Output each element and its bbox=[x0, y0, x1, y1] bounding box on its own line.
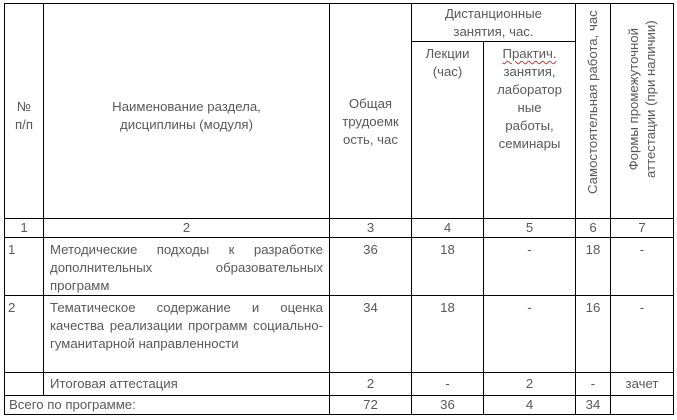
row-num bbox=[5, 373, 44, 396]
row-self: 18 bbox=[576, 238, 611, 296]
header-distance: Дистанционные занятия, час. bbox=[412, 4, 576, 42]
row-forms: - bbox=[611, 296, 674, 373]
header-total: Общая трудоемк ость, час bbox=[330, 4, 412, 219]
row-lectures: 18 bbox=[412, 238, 484, 296]
col-number-4: 4 bbox=[412, 219, 484, 238]
row-forms: - bbox=[611, 238, 674, 296]
row-lectures: - bbox=[412, 373, 484, 396]
row-total: 34 bbox=[330, 296, 412, 373]
table-row bbox=[5, 238, 674, 296]
header-forms bbox=[611, 4, 674, 219]
header-self-work bbox=[576, 4, 611, 219]
col-number-2: 2 bbox=[44, 219, 330, 238]
total-row bbox=[5, 396, 674, 415]
header-num: № п/п bbox=[5, 4, 44, 219]
total-hours: 72 bbox=[330, 396, 412, 415]
header-forms-line2: аттестации (при наличии) bbox=[643, 20, 658, 178]
total-lectures: 36 bbox=[412, 396, 484, 415]
header-self-work-text: Самостоятельная работа, час bbox=[585, 10, 600, 194]
row-num: 2 bbox=[5, 296, 44, 373]
row-name: Итоговая аттестация bbox=[44, 373, 330, 396]
header-lectures: Лекции (час) bbox=[412, 42, 484, 219]
col-number-1: 1 bbox=[5, 219, 44, 238]
total-self: 34 bbox=[576, 396, 611, 415]
table-row bbox=[5, 373, 674, 396]
row-name: Тематическое содержание и оценка качества реализации программ социально-гуманитарной направленности bbox=[44, 296, 330, 373]
header-forms-text bbox=[625, 20, 659, 178]
row-name: Методические подходы к разработке дополнительных образовательных программ bbox=[44, 238, 330, 296]
col-number-6: 6 bbox=[576, 219, 611, 238]
row-practice: - bbox=[484, 296, 576, 373]
total-practice: 4 bbox=[484, 396, 576, 415]
table-row bbox=[5, 296, 674, 373]
header-practice-word: Практич. bbox=[502, 46, 557, 61]
total-label: Всего по программе: bbox=[5, 396, 330, 415]
column-numbers-row bbox=[5, 219, 674, 238]
total-forms bbox=[611, 396, 674, 415]
header-row-1 bbox=[5, 4, 674, 42]
col-number-3: 3 bbox=[330, 219, 412, 238]
row-practice: - bbox=[484, 238, 576, 296]
header-forms-line1: Формы промежуточной bbox=[626, 28, 641, 171]
row-practice: 2 bbox=[484, 373, 576, 396]
header-practice bbox=[484, 42, 576, 219]
row-total: 2 bbox=[330, 373, 412, 396]
header-name: Наименование раздела, дисциплины (модуля) bbox=[44, 4, 330, 219]
row-self: - bbox=[576, 373, 611, 396]
row-lectures: 18 bbox=[412, 296, 484, 373]
header-practice-rest: занятия, лаборатор ные работы, семинары bbox=[497, 64, 562, 151]
row-total: 36 bbox=[330, 238, 412, 296]
row-num: 1 bbox=[5, 238, 44, 296]
row-forms: зачет bbox=[611, 373, 674, 396]
row-self: 16 bbox=[576, 296, 611, 373]
col-number-7: 7 bbox=[611, 219, 674, 238]
curriculum-table bbox=[4, 3, 674, 415]
col-number-5: 5 bbox=[484, 219, 576, 238]
